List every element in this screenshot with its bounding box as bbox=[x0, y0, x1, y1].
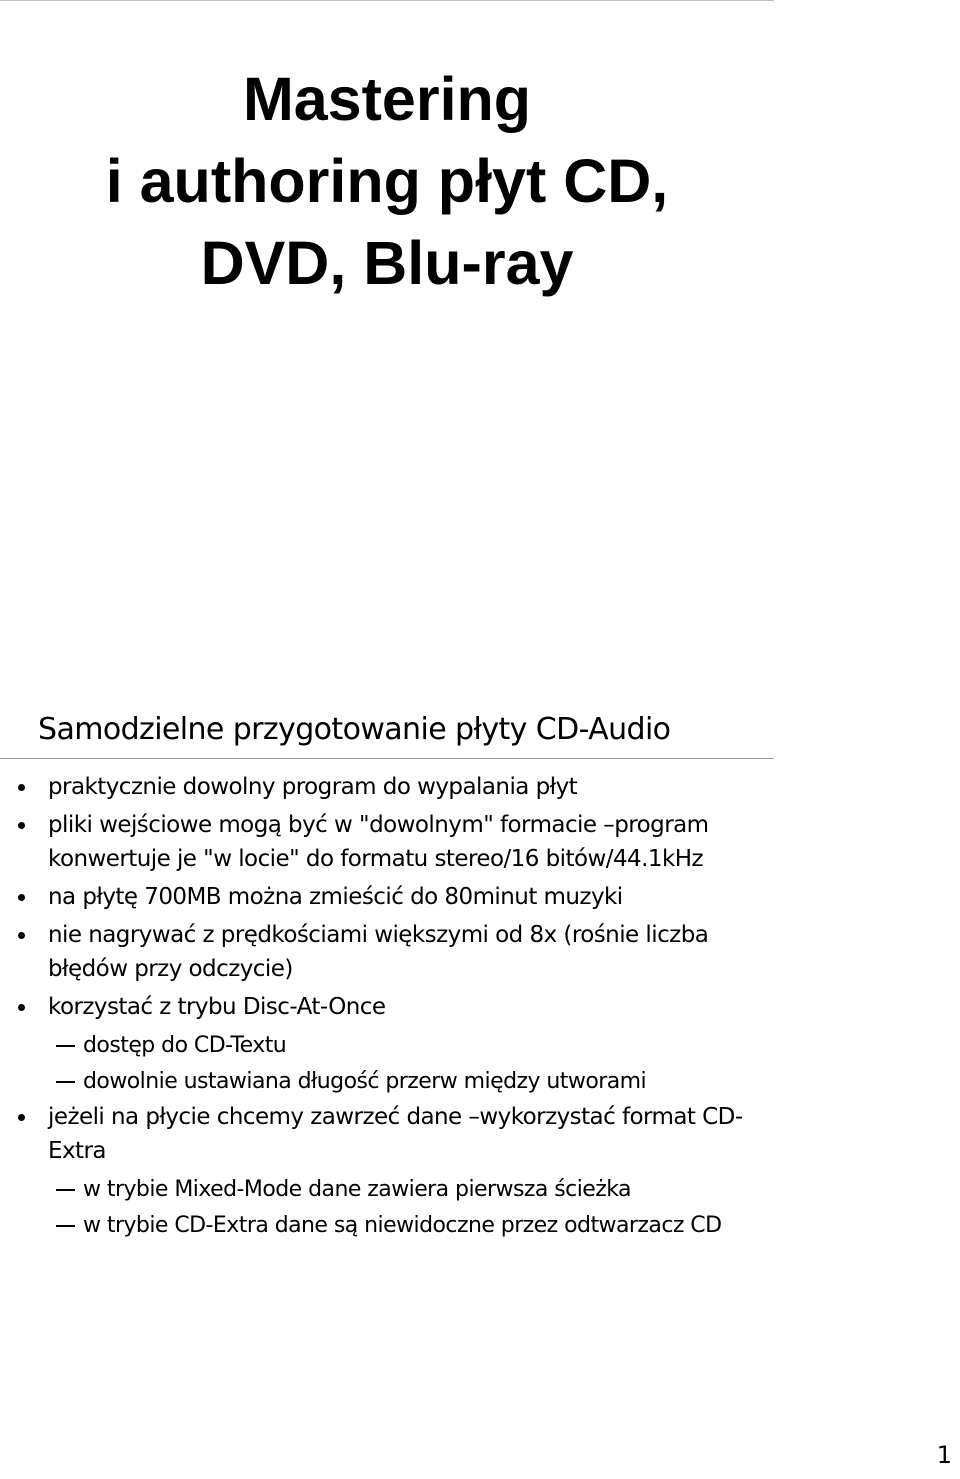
bullet-text: praktycznie dowolny program do wypalania płyt bbox=[48, 774, 578, 800]
bullet-text: korzystać z trybu Disc-At-Once bbox=[48, 994, 386, 1020]
bullet-item bbox=[0, 1100, 774, 1168]
sub-bullet-item bbox=[0, 1028, 774, 1063]
bullet-item bbox=[0, 880, 774, 914]
sub-bullet-item bbox=[0, 1208, 774, 1243]
bullet-text: pliki wejściowe mogą być w "dowolnym" formacie –program konwertuje je "w locie" do formatu stereo/16 bitów/44.1kHz bbox=[48, 812, 709, 872]
sub-bullet-text: w trybie Mixed-Mode dane zawiera pierwsza ścieżka bbox=[83, 1177, 631, 1202]
bullet-text: nie nagrywać z prędkościami większymi od 8x (rośnie liczba błędów przy odczycie) bbox=[48, 922, 709, 982]
dash-icon bbox=[56, 1081, 75, 1083]
bullet-icon bbox=[18, 932, 25, 939]
bullet-icon bbox=[18, 784, 25, 791]
bullet-text: na płytę 700MB można zmieścić do 80minut muzyki bbox=[48, 884, 623, 910]
sub-bullet-text: dowolnie ustawiana długość przerw między utworami bbox=[83, 1069, 647, 1094]
bullet-icon bbox=[18, 1004, 25, 1011]
bullet-icon bbox=[18, 1114, 25, 1121]
top-rule bbox=[0, 0, 774, 1]
bullet-item bbox=[0, 808, 774, 876]
dash-icon bbox=[56, 1045, 75, 1047]
bullet-item bbox=[0, 990, 774, 1024]
bullet-icon bbox=[18, 822, 25, 829]
bullet-text: jeżeli na płycie chcemy zawrzeć dane –wykorzystać format CD-Extra bbox=[48, 1104, 743, 1164]
title-line-1: Mastering bbox=[242, 65, 532, 133]
bullet-icon bbox=[18, 894, 25, 901]
sub-bullet-item bbox=[0, 1064, 774, 1099]
page-number: 1 bbox=[936, 1441, 952, 1469]
dash-icon bbox=[56, 1225, 75, 1227]
title-line-3: DVD, Blu-ray bbox=[200, 229, 574, 297]
sub-bullet-text: w trybie CD-Extra dane są niewidoczne przez odtwarzacz CD bbox=[83, 1213, 722, 1238]
sub-bullet-text: dostęp do CD-Textu bbox=[83, 1033, 287, 1058]
dash-icon bbox=[56, 1189, 75, 1191]
bullet-item bbox=[0, 770, 774, 804]
bullet-list bbox=[0, 770, 774, 1244]
sub-bullet-item bbox=[0, 1172, 774, 1207]
slide-title bbox=[0, 58, 774, 304]
title-line-2: i authoring płyt CD, bbox=[105, 147, 669, 215]
bullet-item bbox=[0, 918, 774, 986]
section-divider bbox=[0, 758, 774, 759]
section-heading: Samodzielne przygotowanie płyty CD-Audio bbox=[38, 712, 671, 747]
